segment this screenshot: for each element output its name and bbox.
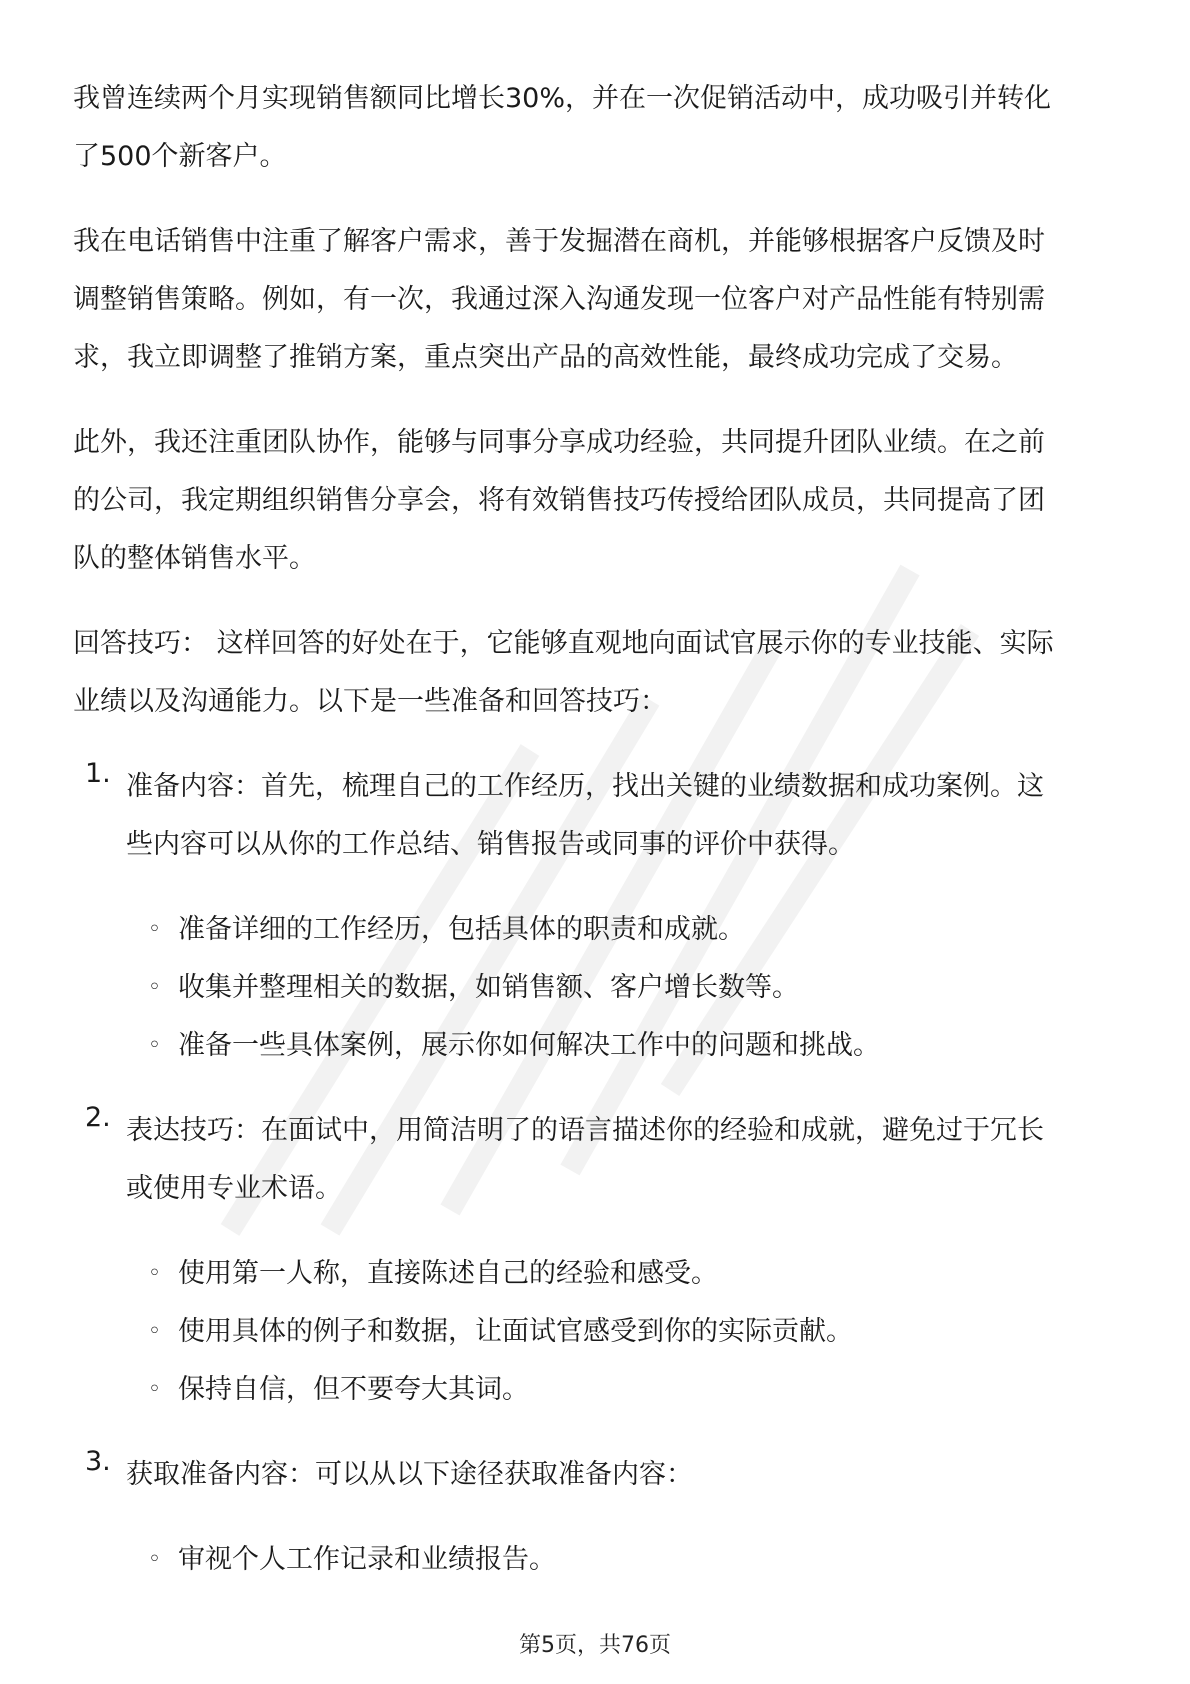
bullet-icon: ◦ — [148, 1319, 161, 1344]
bullet-item — [73, 1017, 1133, 1075]
text-line: 队的整体销售水平。 — [73, 543, 316, 574]
bullet-item — [73, 901, 1133, 959]
bullet-text: 保持自信，但不要夸大其词。 — [178, 1374, 529, 1405]
bullet-list — [73, 901, 1133, 1075]
bullet-text: 使用第一人称，直接陈述自己的经验和感受。 — [178, 1258, 718, 1289]
bullet-text: 准备一些具体案例，展示你如何解决工作中的问题和挑战。 — [178, 1030, 880, 1061]
bullet-list — [73, 1531, 1133, 1589]
text-line: 求，我立即调整了推销方案，重点突出产品的高效性能，最终成功完成了交易。 — [73, 342, 1018, 373]
list-number: 3. — [85, 1446, 111, 1477]
list-number: 1. — [85, 758, 111, 789]
paragraph — [73, 414, 1133, 588]
bullet-icon: ◦ — [148, 1261, 161, 1286]
text-line: 获取准备内容：可以从以下途径获取准备内容： — [126, 1459, 693, 1490]
text-line: 调整销售策略。例如，有一次，我通过深入沟通发现一位客户对产品性能有特别需 — [73, 284, 1045, 315]
text-line: 些内容可以从你的工作总结、销售报告或同事的评价中获得。 — [126, 829, 855, 860]
text-line: 业绩以及沟通能力。以下是一些准备和回答技巧： — [73, 686, 667, 717]
text-line: 或使用专业术语。 — [126, 1173, 342, 1204]
text-line: 表达技巧：在面试中，用简洁明了的语言描述你的经验和成就，避免过于冗长 — [126, 1115, 1044, 1146]
page-footer: 第5页，共76页 — [519, 1633, 671, 1658]
list-item — [73, 1102, 1133, 1218]
bullet-text: 审视个人工作记录和业绩报告。 — [178, 1544, 556, 1575]
bullet-icon: ◦ — [148, 1377, 161, 1402]
list-item — [73, 1446, 1133, 1504]
bullet-item — [73, 1531, 1133, 1589]
text-line: 我曾连续两个月实现销售额同比增长30%，并在一次促销活动中，成功吸引并转化 — [73, 83, 1052, 114]
bullet-icon: ◦ — [148, 1033, 161, 1058]
text-line: 准备内容：首先，梳理自己的工作经历，找出关键的业绩数据和成功案例。这 — [126, 771, 1044, 802]
bullet-icon: ◦ — [148, 975, 161, 1000]
text-line: 了500个新客户。 — [73, 141, 287, 172]
bullet-icon: ◦ — [148, 917, 161, 942]
text-line: 回答技巧： 这样回答的好处在于，它能够直观地向面试官展示你的专业技能、实际 — [73, 628, 1054, 659]
paragraph — [73, 70, 1133, 186]
list-number: 2. — [85, 1102, 111, 1133]
text-line: 的公司，我定期组织销售分享会，将有效销售技巧传授给团队成员，共同提高了团 — [73, 485, 1045, 516]
bullet-item — [73, 1303, 1133, 1361]
paragraph — [73, 615, 1133, 731]
bullet-item — [73, 959, 1133, 1017]
text-line: 我在电话销售中注重了解客户需求，善于发掘潜在商机，并能够根据客户反馈及时 — [73, 226, 1045, 257]
bullet-list — [73, 1245, 1133, 1419]
bullet-text: 准备详细的工作经历，包括具体的职责和成就。 — [178, 914, 745, 945]
bullet-text: 使用具体的例子和数据，让面试官感受到你的实际贡献。 — [178, 1316, 853, 1347]
bullet-icon: ◦ — [148, 1547, 161, 1572]
paragraph — [73, 213, 1133, 387]
text-line: 此外，我还注重团队协作，能够与同事分享成功经验，共同提升团队业绩。在之前 — [73, 427, 1045, 458]
bullet-item — [73, 1245, 1133, 1303]
bullet-text: 收集并整理相关的数据，如销售额、客户增长数等。 — [178, 972, 799, 1003]
bullet-item — [73, 1361, 1133, 1419]
list-item — [73, 758, 1133, 874]
document-body — [73, 70, 1133, 1616]
